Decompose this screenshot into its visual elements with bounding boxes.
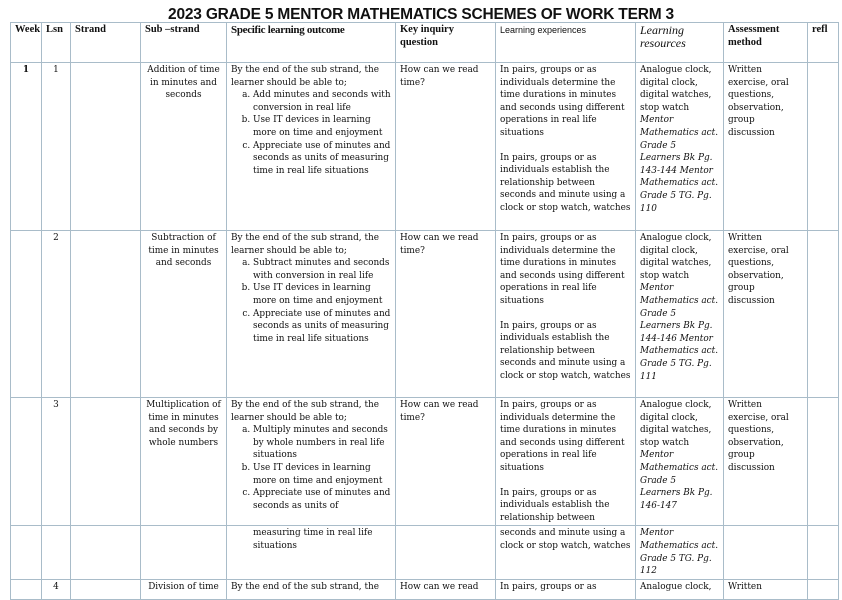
lr-materials: Analogue clock, digital clock, digital watches, stop watch <box>640 400 712 448</box>
header-row <box>11 23 839 63</box>
slo-intro: By the end of the sub strand, the learner should be able to; <box>231 400 379 423</box>
header-refl: refl <box>808 23 839 63</box>
scheme-table <box>10 22 839 600</box>
le-text-1: In pairs, groups or as individuals determine the time durations in minutes and seconds using different operations in real life situations <box>500 400 625 473</box>
lr-cell: Analogue clock, <box>636 579 724 599</box>
slo-item: c. Appreciate use of minutes and seconds as units of <box>253 487 391 512</box>
lesson-cell: 2 <box>42 231 71 398</box>
kiq-cell: How can we read time? <box>396 398 496 526</box>
le-text-1: In pairs, groups or as individuals determine the time durations in minutes and seconds using different operations in real life situations <box>500 233 625 306</box>
lr-books: Mentor Mathematics act. Grade 5 Learners Bk Pg. 146-147 <box>640 450 719 511</box>
lr-books: Mentor Mathematics act. Grade 5 Learners Bk Pg. 144-146 Mentor Mathematics act. Grade 5 TG. Pg. 111 <box>640 283 719 382</box>
table-row <box>11 398 839 526</box>
lr-cell <box>636 231 724 398</box>
lesson-cell: 1 <box>42 63 71 231</box>
header-substrand: Sub –strand <box>141 23 227 63</box>
kiq-cell: How can we read time? <box>396 63 496 231</box>
refl-cell <box>808 63 839 231</box>
lr-books: Mentor Mathematics act. Grade 5 Learners Bk Pg. 143-144 Mentor Mathematics act. Grade 5 TG. Pg. 110 <box>640 115 719 214</box>
le-cell: seconds and minute using a clock or stop watch, watches <box>496 526 636 579</box>
week-cell <box>11 231 42 398</box>
slo-cell <box>227 398 396 526</box>
le-cell <box>496 63 636 231</box>
slo-list <box>231 89 391 177</box>
refl-cell <box>808 231 839 398</box>
slo-cell: By the end of the sub strand, the <box>227 579 396 599</box>
le-text-1: In pairs, groups or as individuals determine the time durations in minutes and seconds using different operations in real life situations <box>500 65 625 138</box>
substrand-cell: Subtraction of time in minutes and seconds <box>141 231 227 398</box>
substrand-cell: Multiplication of time in minutes and seconds by whole numbers <box>141 398 227 526</box>
slo-item: b. Use IT devices in learning more on time and enjoyment <box>253 114 391 139</box>
le-cell: In pairs, groups or as <box>496 579 636 599</box>
continuation-row <box>11 526 839 579</box>
slo-item: a. Add minutes and seconds with conversion in real life <box>253 89 391 114</box>
am-cell: Written <box>724 579 808 599</box>
lr-materials: Analogue clock, digital clock, digital watches, stop watch <box>640 233 712 281</box>
kiq-cell: How can we read time? <box>396 231 496 398</box>
slo-cell <box>227 63 396 231</box>
slo-cell <box>227 231 396 398</box>
le-text-2: In pairs, groups or as individuals establish the relationship between <box>500 487 610 523</box>
substrand-cell: Addition of time in minutes and seconds <box>141 63 227 231</box>
slo-list <box>231 257 391 345</box>
slo-intro: By the end of the sub strand, the learner should be able to; <box>231 233 379 256</box>
slo-cell: measuring time in real life situations <box>227 526 396 579</box>
slo-item: c. Appreciate use of minutes and seconds as units of measuring time in real life situations <box>253 140 391 178</box>
slo-item: b. Use IT devices in learning more on time and enjoyment <box>253 282 391 307</box>
lr-books: Mentor Mathematics act. Grade 5 TG. Pg. 112 <box>640 528 719 577</box>
lr-cell <box>636 526 724 579</box>
strand-cell <box>71 398 141 526</box>
lesson-cell: 3 <box>42 398 71 526</box>
kiq-cell: How can we read <box>396 579 496 599</box>
table-row <box>11 231 839 398</box>
strand-cell <box>71 231 141 398</box>
header-week: Week <box>11 23 42 63</box>
am-cell: Written exercise, oral questions, observation, group discussion <box>724 398 808 526</box>
week-cell: 1 <box>11 63 42 231</box>
slo-item: a. Multiply minutes and seconds by whole numbers in real life situations <box>253 424 391 462</box>
header-le: Learning experiences <box>496 23 636 63</box>
slo-item: a. Subtract minutes and seconds with conversion in real life <box>253 257 391 282</box>
slo-list <box>231 424 391 512</box>
am-cell: Written exercise, oral questions, observation, group discussion <box>724 231 808 398</box>
le-cell <box>496 231 636 398</box>
lesson-cell: 4 <box>42 579 71 599</box>
le-text-2: In pairs, groups or as individuals establish the relationship between seconds and minute using a clock or stop watch, watches <box>500 152 631 213</box>
week-cell <box>11 398 42 526</box>
strand-cell <box>71 63 141 231</box>
slo-item: c. Appreciate use of minutes and seconds as units of measuring time in real life situations <box>253 308 391 346</box>
refl-cell <box>808 398 839 526</box>
table-row <box>11 579 839 599</box>
slo-item: b. Use IT devices in learning more on time and enjoyment <box>253 462 391 487</box>
le-cell <box>496 398 636 526</box>
header-strand: Strand <box>71 23 141 63</box>
lr-materials: Analogue clock, digital clock, digital watches, stop watch <box>640 65 712 113</box>
lr-cell <box>636 398 724 526</box>
le-text-2: In pairs, groups or as individuals establish the relationship between seconds and minute using a clock or stop watch, watches <box>500 320 631 381</box>
table-row <box>11 63 839 231</box>
header-lsn: Lsn <box>42 23 71 63</box>
substrand-cell: Division of time <box>141 579 227 599</box>
page-title: 2023 GRADE 5 MENTOR MATHEMATICS SCHEMES OF WORK TERM 3 <box>168 6 674 23</box>
lr-cell <box>636 63 724 231</box>
header-am: Assessment method <box>724 23 808 63</box>
header-kiq: Key inquiry question <box>396 23 496 63</box>
slo-intro: By the end of the sub strand, the learner should be able to; <box>231 65 379 88</box>
header-slo: Specific learning outcome <box>227 23 396 63</box>
header-lr: Learning resources <box>636 23 724 63</box>
am-cell: Written exercise, oral questions, observation, group discussion <box>724 63 808 231</box>
